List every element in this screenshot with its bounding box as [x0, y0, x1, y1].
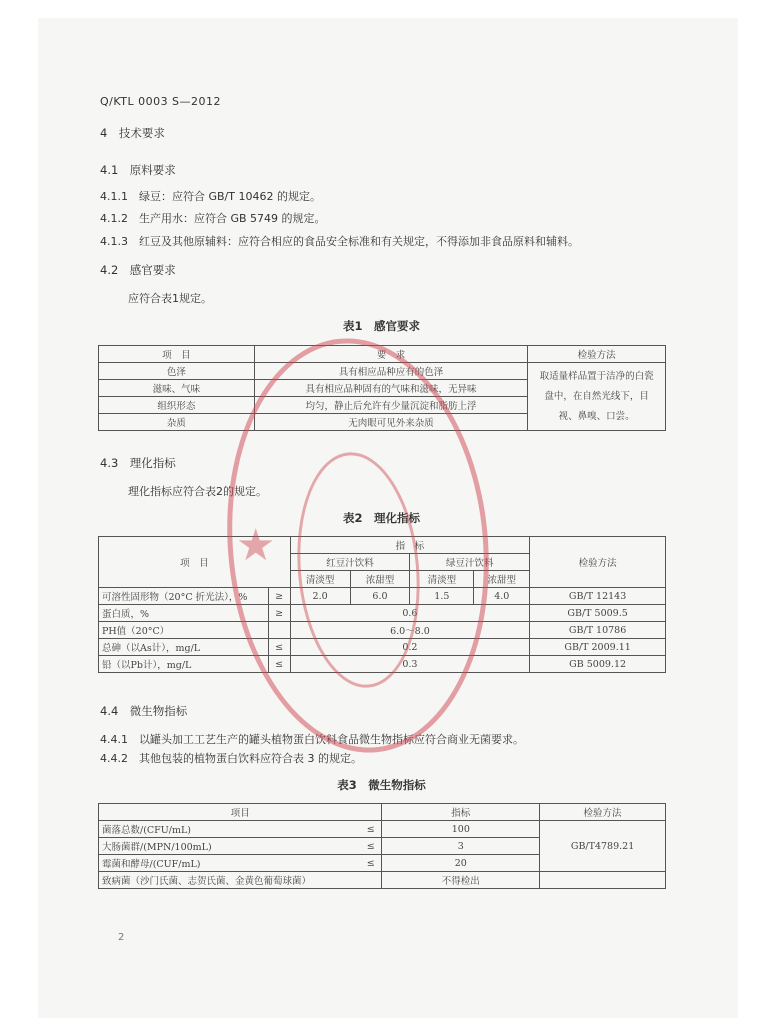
header-cell: 浓甜型	[474, 571, 530, 588]
header-cell: 红豆汁饮料	[290, 554, 410, 571]
section-4-2-title: 4.2 感官要求	[100, 263, 176, 277]
header-cell: 项目	[99, 804, 382, 821]
section-4-3-title: 4.3 理化指标	[100, 456, 176, 470]
method-cell: 取适量样品置于洁净的白瓷盘中，在自然光线下，目视、鼻嗅、口尝。	[528, 363, 666, 431]
table-header-row	[99, 537, 666, 554]
method-cell: GB/T 2009.11	[530, 639, 666, 656]
value-cell: 0.6	[290, 605, 530, 622]
table1-caption: 表1 感官要求	[342, 319, 420, 333]
operator-cell: ≤	[360, 838, 382, 855]
operator-cell: ≤	[360, 821, 382, 838]
value-cell: 0.2	[290, 639, 530, 656]
item-cell: 色泽	[99, 363, 255, 380]
section-4-title: 4 技术要求	[100, 126, 165, 140]
official-seal-star-icon: ★	[236, 520, 276, 571]
item-cell: 大肠菌群/(MPN/100mL)	[99, 838, 361, 855]
header-cell: 清淡型	[290, 571, 350, 588]
header-cell: 要 求	[254, 346, 527, 363]
table2-caption: 表2 理化指标	[342, 511, 420, 525]
table-row	[99, 588, 666, 605]
table-header-row	[99, 804, 666, 821]
value-cell: 100	[382, 821, 540, 838]
value-cell: 1.5	[410, 588, 474, 605]
table3-caption: 表3 微生物指标	[337, 778, 426, 792]
section-4-1-title: 4.1 原料要求	[100, 163, 176, 177]
header-cell: 绿豆汁饮料	[410, 554, 530, 571]
header-cell: 检验方法	[540, 804, 666, 821]
clause-4-4-2: 4.4.2 其他包装的植物蛋白饮料应符合表 3 的规定。	[100, 752, 362, 765]
item-cell: 菌落总数/(CFU/mL)	[99, 821, 361, 838]
item-cell: 可溶性固形物（20°C 折光法），%	[99, 588, 269, 605]
method-cell: GB 5009.12	[530, 656, 666, 673]
header-cell: 项 目	[99, 537, 291, 588]
operator-cell: ≤	[268, 639, 290, 656]
table-row	[99, 656, 666, 673]
value-cell: 6.0	[350, 588, 410, 605]
table-row	[99, 605, 666, 622]
table-header-row	[99, 346, 666, 363]
item-cell: 杂质	[99, 414, 255, 431]
item-cell: 致病菌（沙门氏菌、志贺氏菌、金黄色葡萄球菌）	[99, 872, 361, 889]
sensory-table	[98, 345, 666, 431]
header-cell: 指标	[382, 804, 540, 821]
header-cell: 检验方法	[530, 537, 666, 588]
microbiological-table	[98, 803, 666, 889]
method-cell: GB/T 12143	[530, 588, 666, 605]
value-cell: 2.0	[290, 588, 350, 605]
page-number: 2	[118, 932, 125, 943]
method-cell	[540, 872, 666, 889]
section-4-3-text: 理化指标应符合表2的规定。	[128, 485, 267, 498]
table-row	[99, 872, 666, 889]
table-row	[99, 639, 666, 656]
table-row	[99, 363, 666, 380]
operator-cell: ≥	[268, 588, 290, 605]
value-cell: 20	[382, 855, 540, 872]
header-cell: 浓甜型	[350, 571, 410, 588]
value-cell: 6.0～8.0	[290, 622, 530, 639]
operator-cell	[268, 622, 290, 639]
value-cell: 不得检出	[382, 872, 540, 889]
value-cell: 3	[382, 838, 540, 855]
section-4-2-text: 应符合表1规定。	[128, 292, 212, 305]
value-cell: 0.3	[290, 656, 530, 673]
clause-4-4-1: 4.4.1 以罐头加工工艺生产的罐头植物蛋白饮料食品微生物指标应符合商业无菌要求。	[100, 733, 524, 746]
item-cell: 组织形态	[99, 397, 255, 414]
method-cell: GB/T 5009.5	[530, 605, 666, 622]
method-cell: GB/T 10786	[530, 622, 666, 639]
physicochemical-table	[98, 536, 666, 673]
clause-4-1-1: 4.1.1 绿豆：应符合 GB/T 10462 的规定。	[100, 190, 321, 203]
item-cell: 总砷（以As计），mg/L	[99, 639, 269, 656]
requirement-cell: 具有相应品种应有的色泽	[254, 363, 527, 380]
header-cell: 检验方法	[528, 346, 666, 363]
standard-number: Q/KTL 0003 S—2012	[100, 95, 222, 108]
header-cell: 指 标	[290, 537, 530, 554]
item-cell: PH值（20°C）	[99, 622, 269, 639]
method-cell: GB/T4789.21	[540, 821, 666, 872]
operator-cell: ≥	[268, 605, 290, 622]
clause-4-1-3: 4.1.3 红豆及其他原辅料：应符合相应的食品安全标准和有关规定，不得添加非食品原料和辅料。	[100, 235, 579, 248]
item-cell: 蛋白质，%	[99, 605, 269, 622]
requirement-cell: 具有相应品种固有的气味和滋味，无异味	[254, 380, 527, 397]
header-cell: 项 目	[99, 346, 255, 363]
item-cell: 铅（以Pb计），mg/L	[99, 656, 269, 673]
header-cell: 清淡型	[410, 571, 474, 588]
item-cell: 霉菌和酵母/(CUF/mL)	[99, 855, 361, 872]
item-cell: 滋味、气味	[99, 380, 255, 397]
operator-cell: ≤	[268, 656, 290, 673]
value-cell: 4.0	[474, 588, 530, 605]
requirement-cell: 均匀，静止后允许有少量沉淀和脂肪上浮	[254, 397, 527, 414]
table-row	[99, 622, 666, 639]
clause-4-1-2: 4.1.2 生产用水：应符合 GB 5749 的规定。	[100, 212, 326, 225]
section-4-4-title: 4.4 微生物指标	[100, 704, 188, 718]
operator-cell: ≤	[360, 855, 382, 872]
table-row	[99, 821, 666, 838]
operator-cell	[360, 872, 382, 889]
requirement-cell: 无肉眼可见外来杂质	[254, 414, 527, 431]
